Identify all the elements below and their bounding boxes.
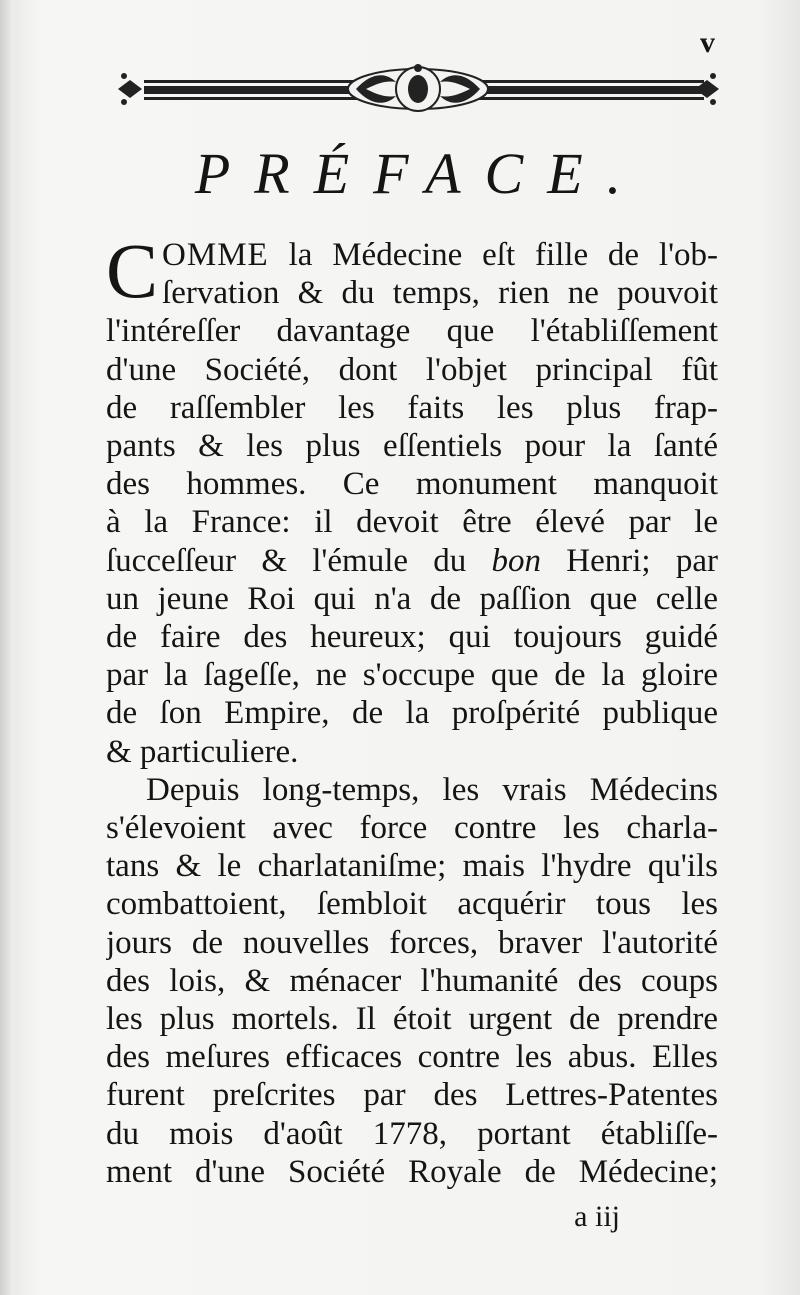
body-text (106, 227, 718, 1191)
text-line: furent preſcrites par des Lettres-Patentes (106, 1077, 718, 1114)
text-line: combattoient, ſembloit acquérir tous les (106, 886, 718, 923)
drop-cap: C (106, 227, 159, 314)
ornamental-headpiece (116, 62, 721, 116)
signature-mark: a iij (574, 1200, 620, 1233)
text-line: par la ſageſſe, ne s'occupe que de la gloire (106, 657, 718, 694)
italic-word: bon (491, 542, 542, 579)
line-part: ſucceſſeur & l'émule du (106, 542, 492, 579)
text-line (162, 236, 718, 274)
text-line: Depuis long-temps, les vrais Médecins (146, 771, 718, 808)
text-line: un jeune Roi qui n'a de paſſion que celle (106, 580, 718, 617)
text-line: des meſures efficaces contre les abus. Elles (106, 1039, 718, 1076)
text-line: d'une Société, dont l'objet principal fût (106, 351, 718, 388)
text-line: de raſſembler les faits les plus frap- (106, 389, 718, 426)
paragraph-2 (106, 771, 718, 1191)
page-number: v (700, 26, 716, 59)
text-line: de faire des heureux; qui toujours guidé (106, 619, 718, 656)
text-line: les plus mortels. Il étoit urgent de prendre (106, 1001, 718, 1038)
text-line: des lois, & ménacer l'humanité des coups (106, 962, 718, 999)
text-line: l'intéreſſer davantage que l'établiſſement (106, 313, 718, 350)
first-word: OMME (162, 237, 269, 273)
text-line: s'élevoient avec force contre les charla- (106, 810, 718, 847)
text-line: du mois d'août 1778, portant établiſſe- (106, 1115, 718, 1152)
text-line: jours de nouvelles forces, braver l'autorité (106, 924, 718, 961)
line-text: la Médecine eſt fille de l'ob- (288, 237, 718, 273)
binding-shadow (0, 0, 14, 1295)
page-title: PRÉFACE. (194, 141, 646, 206)
text-line (106, 542, 718, 580)
text-line: pants & les plus eſſentiels pour la ſanté (106, 428, 718, 465)
paragraph-1 (106, 227, 718, 771)
text-line: ſervation & du temps, rien ne pouvoit (162, 275, 718, 312)
text-line: & particuliere. (106, 733, 299, 770)
text-line: de ſon Empire, de la proſpérité publique (106, 695, 718, 732)
text-line: tans & le charlataniſme; mais l'hydre qu'ils (106, 848, 718, 885)
text-line: ment d'une Société Royale de Médecine; (106, 1153, 718, 1190)
line-part: Henri; par (541, 542, 718, 579)
text-line: des hommes. Ce monument manquoit (106, 466, 718, 503)
text-line: à la France: il devoit être élevé par le (106, 504, 718, 541)
